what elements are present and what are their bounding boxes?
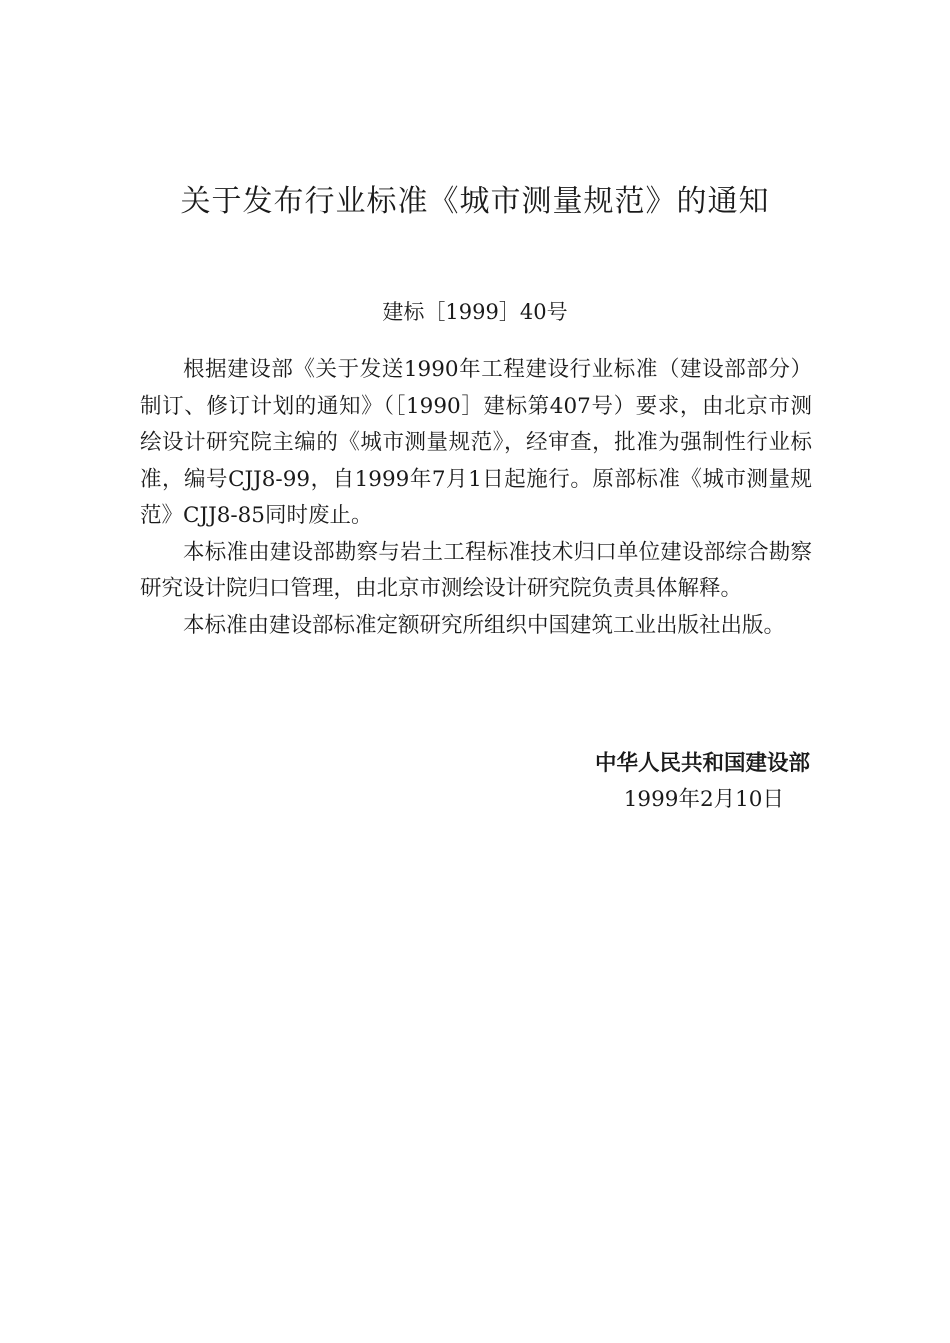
paragraph: 本标准由建设部勘察与岩土工程标准技术归口单位建设部综合勘察研究设计院归口管理，由北京市测绘设计研究院负责具体解释。	[140, 539, 812, 601]
issue-date: 1999年2月10日	[623, 787, 784, 812]
paragraph: 根据建设部《关于发送1990年工程建设行业标准（建设部部分）制订、修订计划的通知》（［1990］建标第407号）要求，由北京市测绘设计研究院主编的《城市测量规范》，经审查，批准为强制性行业标准，编号CJJ8-99，自1999年7月1日起施行。原部标准《城市测量规范》CJJ8-85同时废止。	[140, 357, 812, 528]
paragraph: 本标准由建设部标准定额研究所组织中国建筑工业出版社出版。	[183, 612, 786, 638]
signature-block	[595, 746, 810, 818]
document-title: 关于发布行业标准《城市测量规范》的通知	[180, 184, 770, 219]
issuing-organization: 中华人民共和国建设部	[594, 751, 810, 776]
document-number: 建标［1999］40号	[382, 300, 568, 324]
notice-body	[140, 352, 812, 644]
